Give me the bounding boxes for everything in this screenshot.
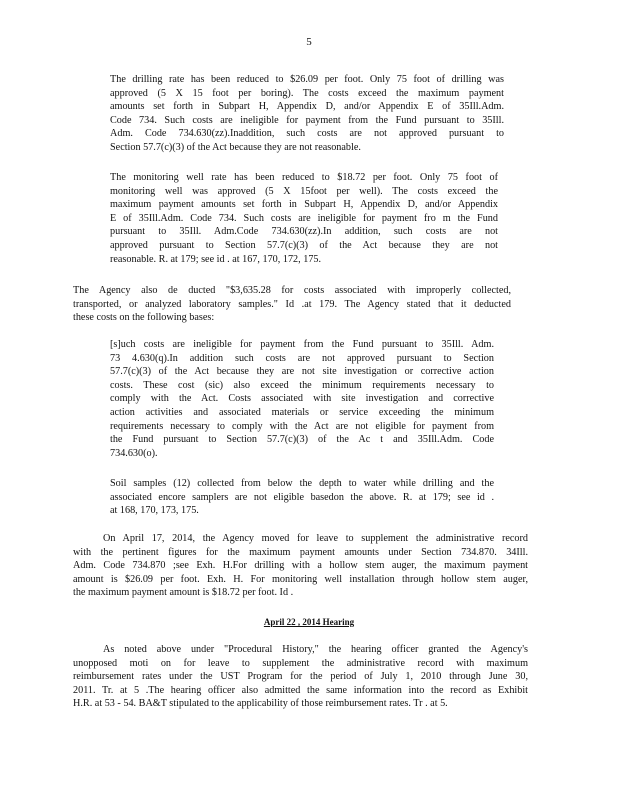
section-heading: April 22 , 2014 Hearing (263, 617, 355, 627)
page-number: 5 (306, 36, 312, 48)
text-line: Code 734. Such costs are ineligible for payment from the Fund pursuant to 35Ill. (110, 114, 504, 126)
text-line: maximum payment amounts set forth in Subpart H, Appendix D, and/or Appendix (110, 199, 498, 211)
text-line: 2011. Tr. at 5 .The hearing officer also admitted the same information into the record as Exhibit (73, 684, 528, 696)
text-line: 734.630(o). (110, 447, 158, 459)
text-line: Section 57.7(c)(3) of the Act because they are not reasonable. (110, 141, 361, 153)
text-line: H.R. at 53 - 54. BA&T stipulated to the applicability of those reimbursement rates. Tr . at 5. (73, 698, 448, 710)
text-line: transported, or analyzed laboratory samples." Id .at 179. The Agency stated that it deducted (73, 298, 511, 310)
quote-soil-samples (110, 477, 494, 518)
text-line: the maximum payment amount is $18.72 per foot. Id . (73, 587, 294, 599)
text-line: the Fund pursuant to Section 57.7(c)(3) of the Ac t and 35Ill.Adm. Code (110, 434, 494, 446)
text-line: amounts set forth in Subpart H, Appendix D, and/or Appendix E of 35Ill.Adm. (110, 101, 504, 113)
text-line: On April 17, 2014, the Agency moved for leave to supplement the administrative record (103, 533, 528, 544)
text-line: As noted above under "Procedural History," the hearing officer granted the Agency's (103, 644, 528, 655)
text-line: with the pertinent figures for the maximum payment amounts under Section 734.870. 34Ill. (73, 546, 528, 558)
text-line: these costs on the following bases: (73, 312, 215, 324)
text-line: The monitoring well rate has been reduced to $18.72 per foot. Only 75 foot of (110, 172, 498, 183)
text-line: pursuant to 35Ill. Adm.Code 734.630(zz).In addition, such costs are not (110, 226, 498, 238)
quote-monitoring-well-rate (110, 171, 498, 266)
quote-ineligible-costs (110, 338, 494, 460)
text-line: monitoring well was approved (5 X 15foot per well). The costs exceed the (110, 185, 498, 197)
text-line: reimbursement rates under the UST Program for the period of July 1, 2010 through June 30, (73, 671, 528, 683)
paragraph-hearing (73, 643, 528, 711)
quote-drilling-rate (110, 73, 504, 155)
text-line: comply with the Act. Costs associated with site investigation and corrective (110, 393, 494, 405)
text-line: at 168, 170, 173, 175. (110, 505, 199, 517)
text-line: approved (5 X 15 foot per boring). The costs exceed the maximum payment (110, 87, 504, 99)
text-line: unopposed moti on for leave to supplement the administrative record with maximum (73, 657, 528, 669)
text-line: associated encore samplers are not eligible basedon the above. R. at 179; see id . (110, 491, 494, 503)
text-line: The Agency also de ducted "$3,635.28 for costs associated with improperly collected, (73, 285, 511, 296)
text-line: 73 4.630(q).In addition such costs are not approved pursuant to Section (110, 352, 494, 364)
text-line: requirements necessary to comply with the Act are not eligible for payment from (110, 420, 494, 432)
text-line: approved pursuant to Section 57.7(c)(3) of the Act because they are not (110, 239, 498, 251)
text-line: The drilling rate has been reduced to $26.09 per foot. Only 75 foot of drilling was (110, 74, 504, 85)
text-line: 57.7(c)(3) of the Act because they are not site investigation or corrective action (110, 366, 494, 378)
text-line: reasonable. R. at 179; see id . at 167, 170, 172, 175. (110, 253, 322, 265)
text-line: Adm. Code 734.870 ;see Exh. H.For drilling with a hollow stem auger, the maximum payment (73, 560, 528, 572)
paragraph-deduction (73, 284, 511, 325)
text-line: Adm. Code 734.630(zz).Inaddition, such costs are not approved pursuant to (110, 128, 504, 140)
text-line: Soil samples (12) collected from below the depth to water while drilling and the (110, 478, 494, 489)
text-line: amount is $26.09 per foot. Exh. H. For monitoring well installation through hollow stem auger, (73, 573, 528, 585)
paragraph-motion-supplement (73, 532, 528, 600)
text-line: E of 35Ill.Adm. Code 734. Such costs are ineligible for payment fro m the Fund (110, 212, 498, 224)
text-line: [s]uch costs are ineligible for payment from the Fund pursuant to 35Ill. Adm. (110, 339, 494, 350)
text-line: costs. These cost (sic) also exceed the minimum requirements necessary to (110, 379, 494, 391)
text-line: action activities and associated materials or service exceeding the minimum (110, 406, 494, 418)
